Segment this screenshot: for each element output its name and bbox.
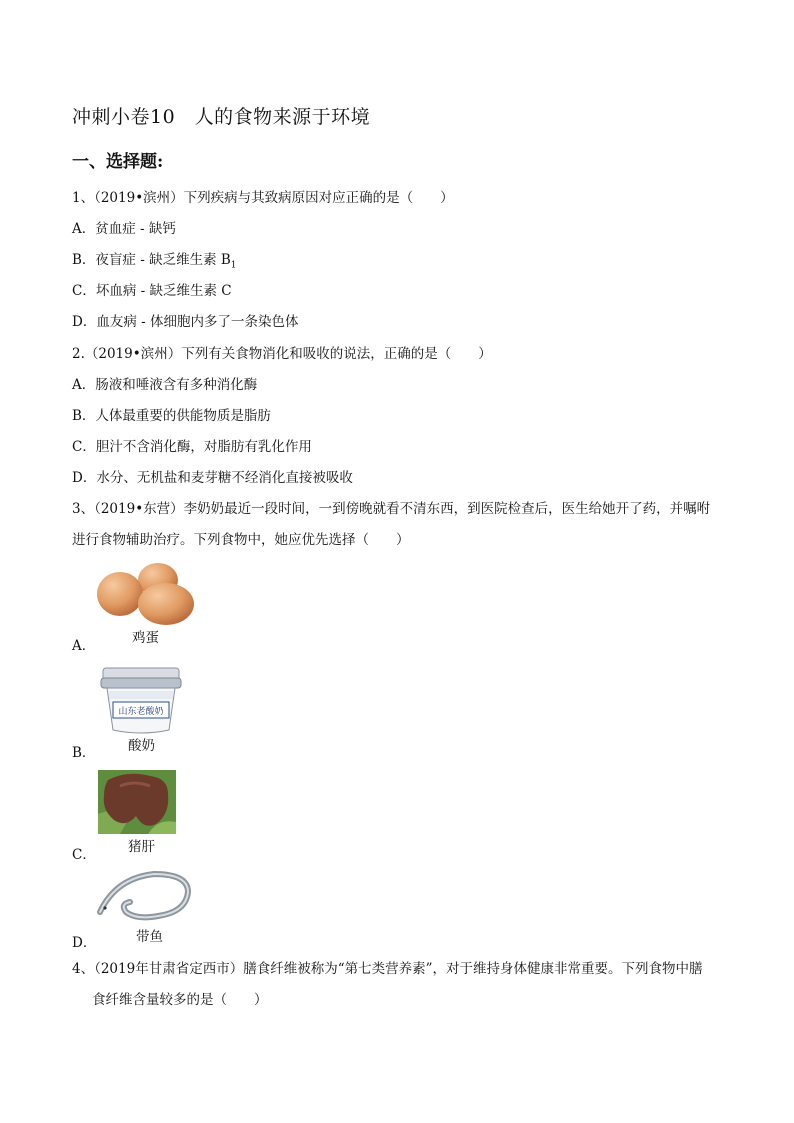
question-1-option-b <box>72 248 237 271</box>
page-title: 冲刺小卷10 人的食物来源于环境 <box>72 106 371 128</box>
hairtail-fish-image <box>96 868 194 926</box>
question-2-option-b: B．人体最重要的供能物质是脂肪 <box>72 408 271 424</box>
yogurt-image <box>99 664 183 736</box>
yogurt-package-label: 山东老酸奶 <box>118 707 164 717</box>
question-1-stem: 1、（2019•滨州）下列疾病与其致病原因对应正确的是（ ） <box>72 190 454 206</box>
question-4-stem-line-2: 食纤维含量较多的是（ ） <box>92 992 268 1008</box>
pig-liver-image <box>98 770 176 834</box>
question-2-stem: 2.（2019•滨州）下列有关食物消化和吸收的说法，正确的是（ ） <box>72 346 492 362</box>
question-3-option-c-letter: C． <box>72 847 96 863</box>
question-3-stem-line-1: 3、（2019•东营）李奶奶最近一段时间，一到傍晚就看不清东西，到医院检查后，医生给她开了药，并嘱咐 <box>72 501 711 517</box>
question-2-option-a: A．肠液和唾液含有多种消化酶 <box>72 377 258 393</box>
question-3-option-b-letter: B． <box>72 745 96 761</box>
question-1-option-c: C．坏血病 - 缺乏维生素 C <box>72 283 232 299</box>
question-2-option-d: D．水分、无机盐和麦芽糖不经消化直接被吸收 <box>72 470 353 486</box>
question-2-option-c: C．胆汁不含消化酶，对脂肪有乳化作用 <box>72 439 312 455</box>
question-1-option-a: A．贫血症 - 缺钙 <box>72 221 176 237</box>
question-1-option-b-subscript: 1 <box>230 260 237 271</box>
section-heading: 一、选择题: <box>72 152 164 172</box>
question-3-option-c-caption: 猪肝 <box>128 839 155 855</box>
question-3-option-d-letter: D． <box>72 935 97 951</box>
question-4-stem-line-1: 4、（2019年甘肃省定西市）膳食纤维被称为“第七类营养素”，对于维持身体健康非常重要。下列食物中膳 <box>72 961 703 977</box>
question-3-option-b-caption: 酸奶 <box>128 738 155 754</box>
question-1-option-b-text: B．夜盲症 - 缺乏维生素 B <box>72 252 231 268</box>
question-3-option-a-caption: 鸡蛋 <box>132 630 159 646</box>
question-3-option-a-letter: A． <box>72 638 96 654</box>
question-1-option-d: D．血友病 - 体细胞内多了一条染色体 <box>72 314 299 330</box>
eggs-image <box>96 560 198 626</box>
question-3-option-d-caption: 带鱼 <box>136 929 163 945</box>
question-3-stem-line-2: 进行食物辅助治疗。下列食物中，她应优先选择（ ） <box>72 532 410 548</box>
